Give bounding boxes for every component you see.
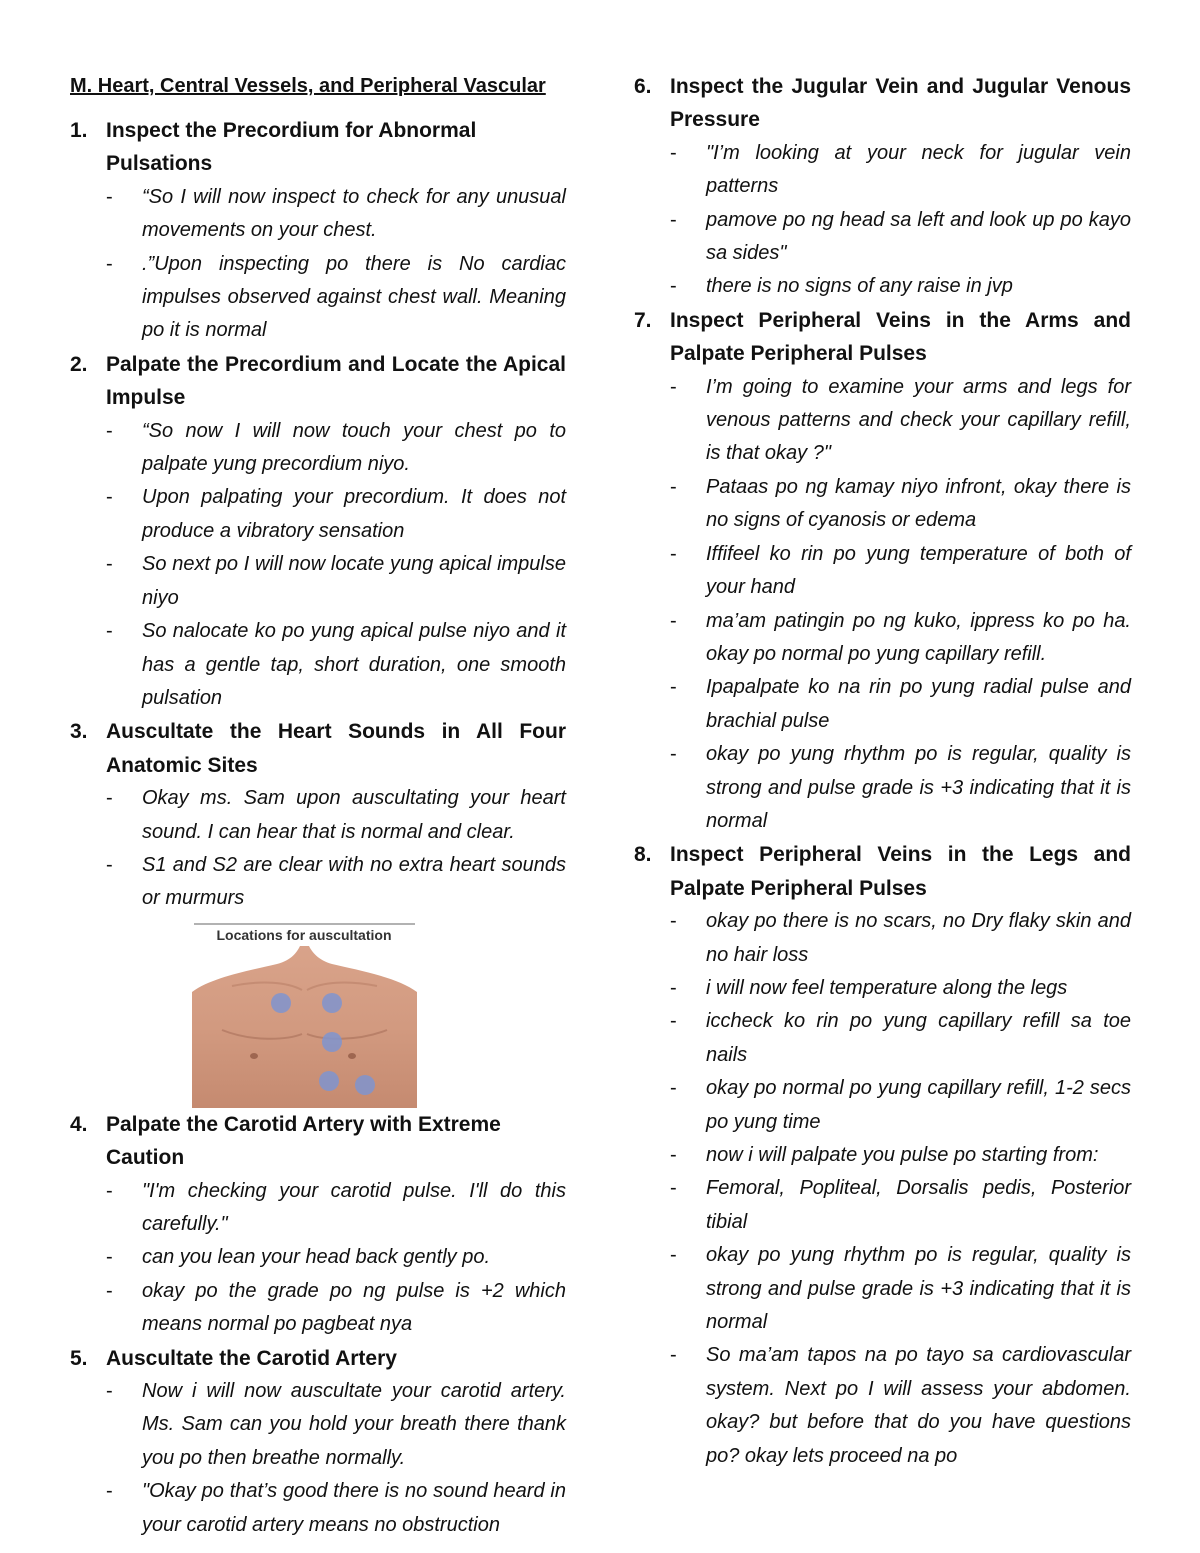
nipple-right: [348, 1053, 356, 1059]
dash-bullet: -: [106, 1179, 113, 1202]
dash-bullet: -: [670, 609, 677, 632]
item-text: .”Upon inspecting po there is No cardiac impulses observed against chest wall. Meaning po it is normal: [142, 252, 566, 342]
list-item: [670, 1139, 1131, 1172]
list-item: [106, 782, 566, 849]
list-item: [670, 270, 1131, 303]
list-item: [670, 671, 1131, 738]
section-title: Palpate the Precordium and Locate the Apical Impulse: [106, 352, 566, 410]
bullet-list: [634, 371, 1131, 839]
section-heading: [70, 114, 566, 181]
list-item: [106, 1275, 566, 1342]
left-column: [70, 70, 566, 1542]
list-item: [670, 1172, 1131, 1239]
item-text: So next po I will now locate yung apical impulse niyo: [142, 553, 566, 609]
dash-bullet: -: [670, 208, 677, 231]
dash-bullet: -: [106, 553, 113, 576]
list-item: [670, 738, 1131, 838]
section-4: [70, 1108, 566, 1342]
list-item: [670, 204, 1131, 271]
list-item: [670, 905, 1131, 972]
section-number: 1.: [70, 119, 88, 142]
section-heading: [70, 715, 566, 782]
item-text: now i will palpate you pulse po starting from:: [706, 1144, 1099, 1166]
bullet-list: [70, 782, 566, 916]
list-item: [106, 181, 566, 248]
section-7: [634, 304, 1131, 839]
item-text: “So now I will now touch your chest po to palpate yung precordium niyo.: [142, 419, 566, 476]
item-text: okay po yung rhythm po is regular, quality is strong and pulse grade is +3 indicating that it is normal: [706, 1244, 1131, 1334]
item-text: i will now feel temperature along the legs: [706, 976, 1068, 999]
section-number: 6.: [634, 75, 652, 98]
section-number: 7.: [634, 308, 652, 332]
section-title: Inspect Peripheral Veins in the Arms and Palpate Peripheral Pulses: [670, 308, 1131, 366]
list-item: [670, 471, 1131, 538]
item-text: So nalocate ko po yung apical pulse niyo and it has a gentle tap, short duration, one smooth pulsation: [142, 620, 566, 709]
section-title: Auscultate the Carotid Artery: [106, 1346, 397, 1370]
list-item: [670, 1005, 1131, 1072]
list-item: [670, 605, 1131, 672]
dash-bullet: -: [670, 1344, 677, 1367]
section-heading: [634, 304, 1131, 371]
erbs-point-marker: [322, 1032, 342, 1052]
section-number: 4.: [70, 1112, 88, 1136]
dash-bullet: -: [670, 676, 677, 699]
dash-bullet: -: [670, 743, 677, 766]
list-item: [670, 1072, 1131, 1139]
dash-bullet: -: [670, 1144, 677, 1166]
item-text: Femoral, Popliteal, Dorsalis pedis, Posterior tibial: [706, 1177, 1131, 1233]
section-heading: [70, 1342, 566, 1375]
section-heading: [634, 70, 1131, 137]
item-text: there is no signs of any raise in jvp: [706, 275, 1013, 298]
item-text: okay po yung rhythm po is regular, quality is strong and pulse grade is +3 indicating that it is normal: [706, 743, 1131, 832]
aortic-site-marker: [271, 993, 291, 1013]
item-text: So ma’am tapos na po tayo sa cardiovascular system. Next po I will assess your abdomen. okay? but before that do you have questions po? okay lets proceed na po: [706, 1344, 1131, 1467]
bullet-list: [634, 905, 1131, 1473]
dash-bullet: -: [106, 1279, 113, 1302]
section-number: 3.: [70, 720, 88, 744]
dash-bullet: -: [106, 419, 113, 442]
mitral-site-marker: [355, 1075, 375, 1095]
list-item: [106, 548, 566, 615]
dash-bullet: -: [670, 1010, 677, 1033]
section-number: 5.: [70, 1346, 88, 1370]
item-text: okay po the grade po ng pulse is +2 which means normal po pagbeat nya: [142, 1279, 566, 1336]
item-text: I’m going to examine your arms and legs for venous patterns and check your capillary refill, is that okay ?": [706, 375, 1131, 465]
section-heading: [70, 348, 566, 415]
dash-bullet: -: [670, 475, 677, 498]
item-text: pamove po ng head sa left and look up po kayo sa sides": [706, 208, 1131, 265]
page-title: M. Heart, Central Vessels, and Peripheral Vascular: [70, 75, 546, 97]
list-item: [106, 1375, 566, 1475]
dash-bullet: -: [670, 1177, 677, 1200]
list-item: [670, 1239, 1131, 1339]
right-column: [634, 70, 1131, 1473]
item-text: “So I will now inspect to check for any unusual movements on your chest.: [142, 185, 566, 242]
item-text: Iffifeel ko rin po yung temperature of both of your hand: [706, 542, 1131, 599]
dash-bullet: -: [106, 1246, 113, 1269]
section-title: Auscultate the Heart Sounds in All Four Anatomic Sites: [106, 720, 566, 777]
list-item: [670, 1339, 1131, 1473]
section-title: Inspect the Jugular Vein and Jugular Venous Pressure: [670, 75, 1131, 132]
item-text: "Okay po that’s good there is no sound heard in your carotid artery means no obstruction: [142, 1480, 566, 1536]
dash-bullet: -: [670, 1077, 677, 1100]
list-item: [106, 1241, 566, 1274]
tricuspid-site-marker: [319, 1071, 339, 1091]
list-item: [106, 849, 566, 916]
chest-illustration: [192, 922, 417, 1108]
figure-caption: Locations for auscultation: [216, 926, 392, 943]
dash-bullet: -: [670, 275, 677, 298]
bullet-list: [70, 1175, 566, 1342]
dash-bullet: -: [106, 1380, 113, 1402]
list-item: [106, 1475, 566, 1542]
dash-bullet: -: [106, 853, 113, 876]
list-item: [670, 371, 1131, 471]
item-text: S1 and S2 are clear with no extra heart sounds or murmurs: [142, 853, 566, 910]
list-item: [106, 415, 566, 482]
item-text: can you lean your head back gently po.: [142, 1246, 491, 1269]
list-item: [106, 481, 566, 548]
dash-bullet: -: [670, 141, 677, 164]
section-number: 2.: [70, 352, 88, 376]
pulmonic-site-marker: [322, 993, 342, 1013]
section-5: [70, 1342, 566, 1542]
section-1: [70, 114, 566, 348]
item-text: Okay ms. Sam upon auscultating your heart sound. I can hear that is normal and clear.: [142, 787, 566, 843]
item-text: Now i will now auscultate your carotid artery. Ms. Sam can you hold your breath there thank you po then breathe normally.: [142, 1380, 566, 1469]
section-title: Inspect the Precordium for Abnormal Pulsations: [106, 119, 477, 176]
dash-bullet: -: [106, 620, 113, 643]
dash-bullet: -: [106, 787, 113, 810]
item-text: "I'm checking your carotid pulse. I'll do this carefully.": [142, 1179, 566, 1235]
auscultation-figure: [192, 922, 417, 1108]
dash-bullet: -: [106, 185, 113, 208]
section-title: Inspect Peripheral Veins in the Legs and Palpate Peripheral Pulses: [670, 843, 1131, 900]
item-text: okay po normal po yung capillary refill, 1-2 secs po yung time: [706, 1077, 1131, 1133]
item-text: Pataas po ng kamay niyo infront, okay there is no signs of cyanosis or edema: [706, 475, 1131, 532]
bullet-list: [70, 415, 566, 716]
list-item: [106, 1175, 566, 1242]
dash-bullet: -: [670, 1244, 677, 1267]
list-item: [670, 137, 1131, 204]
list-item: [670, 538, 1131, 605]
list-item: [106, 248, 566, 348]
section-title: Palpate the Carotid Artery with Extreme Caution: [106, 1112, 501, 1170]
dash-bullet: -: [106, 1480, 113, 1503]
dash-bullet: -: [670, 976, 677, 999]
bullet-list: [634, 137, 1131, 304]
item-text: "I’m looking at your neck for jugular vein patterns: [706, 141, 1131, 198]
section-number: 8.: [634, 843, 652, 867]
list-item: [670, 972, 1131, 1005]
section-8: [634, 838, 1131, 1473]
section-heading: [634, 838, 1131, 905]
dash-bullet: -: [670, 910, 677, 933]
list-item: [106, 615, 566, 715]
nipple-left: [250, 1053, 258, 1059]
dash-bullet: -: [106, 486, 113, 509]
dash-bullet: -: [670, 542, 677, 565]
bullet-list: [70, 181, 566, 348]
section-3: [70, 715, 566, 1107]
bullet-list: [70, 1375, 566, 1542]
dash-bullet: -: [670, 375, 677, 398]
section-heading: [70, 1108, 566, 1175]
item-text: Upon palpating your precordium. It does not produce a vibratory sensation: [142, 486, 566, 542]
section-6: [634, 70, 1131, 304]
section-2: [70, 348, 566, 715]
item-text: iccheck ko rin po yung capillary refill sa toe nails: [706, 1010, 1131, 1066]
item-text: okay po there is no scars, no Dry flaky skin and no hair loss: [706, 910, 1131, 966]
dash-bullet: -: [106, 252, 113, 275]
item-text: ma’am patingin po ng kuko, ippress ko po ha. okay po normal po yung capillary refill.: [706, 609, 1131, 665]
item-text: Ipapalpate ko na rin po yung radial pulse and brachial pulse: [706, 676, 1131, 732]
